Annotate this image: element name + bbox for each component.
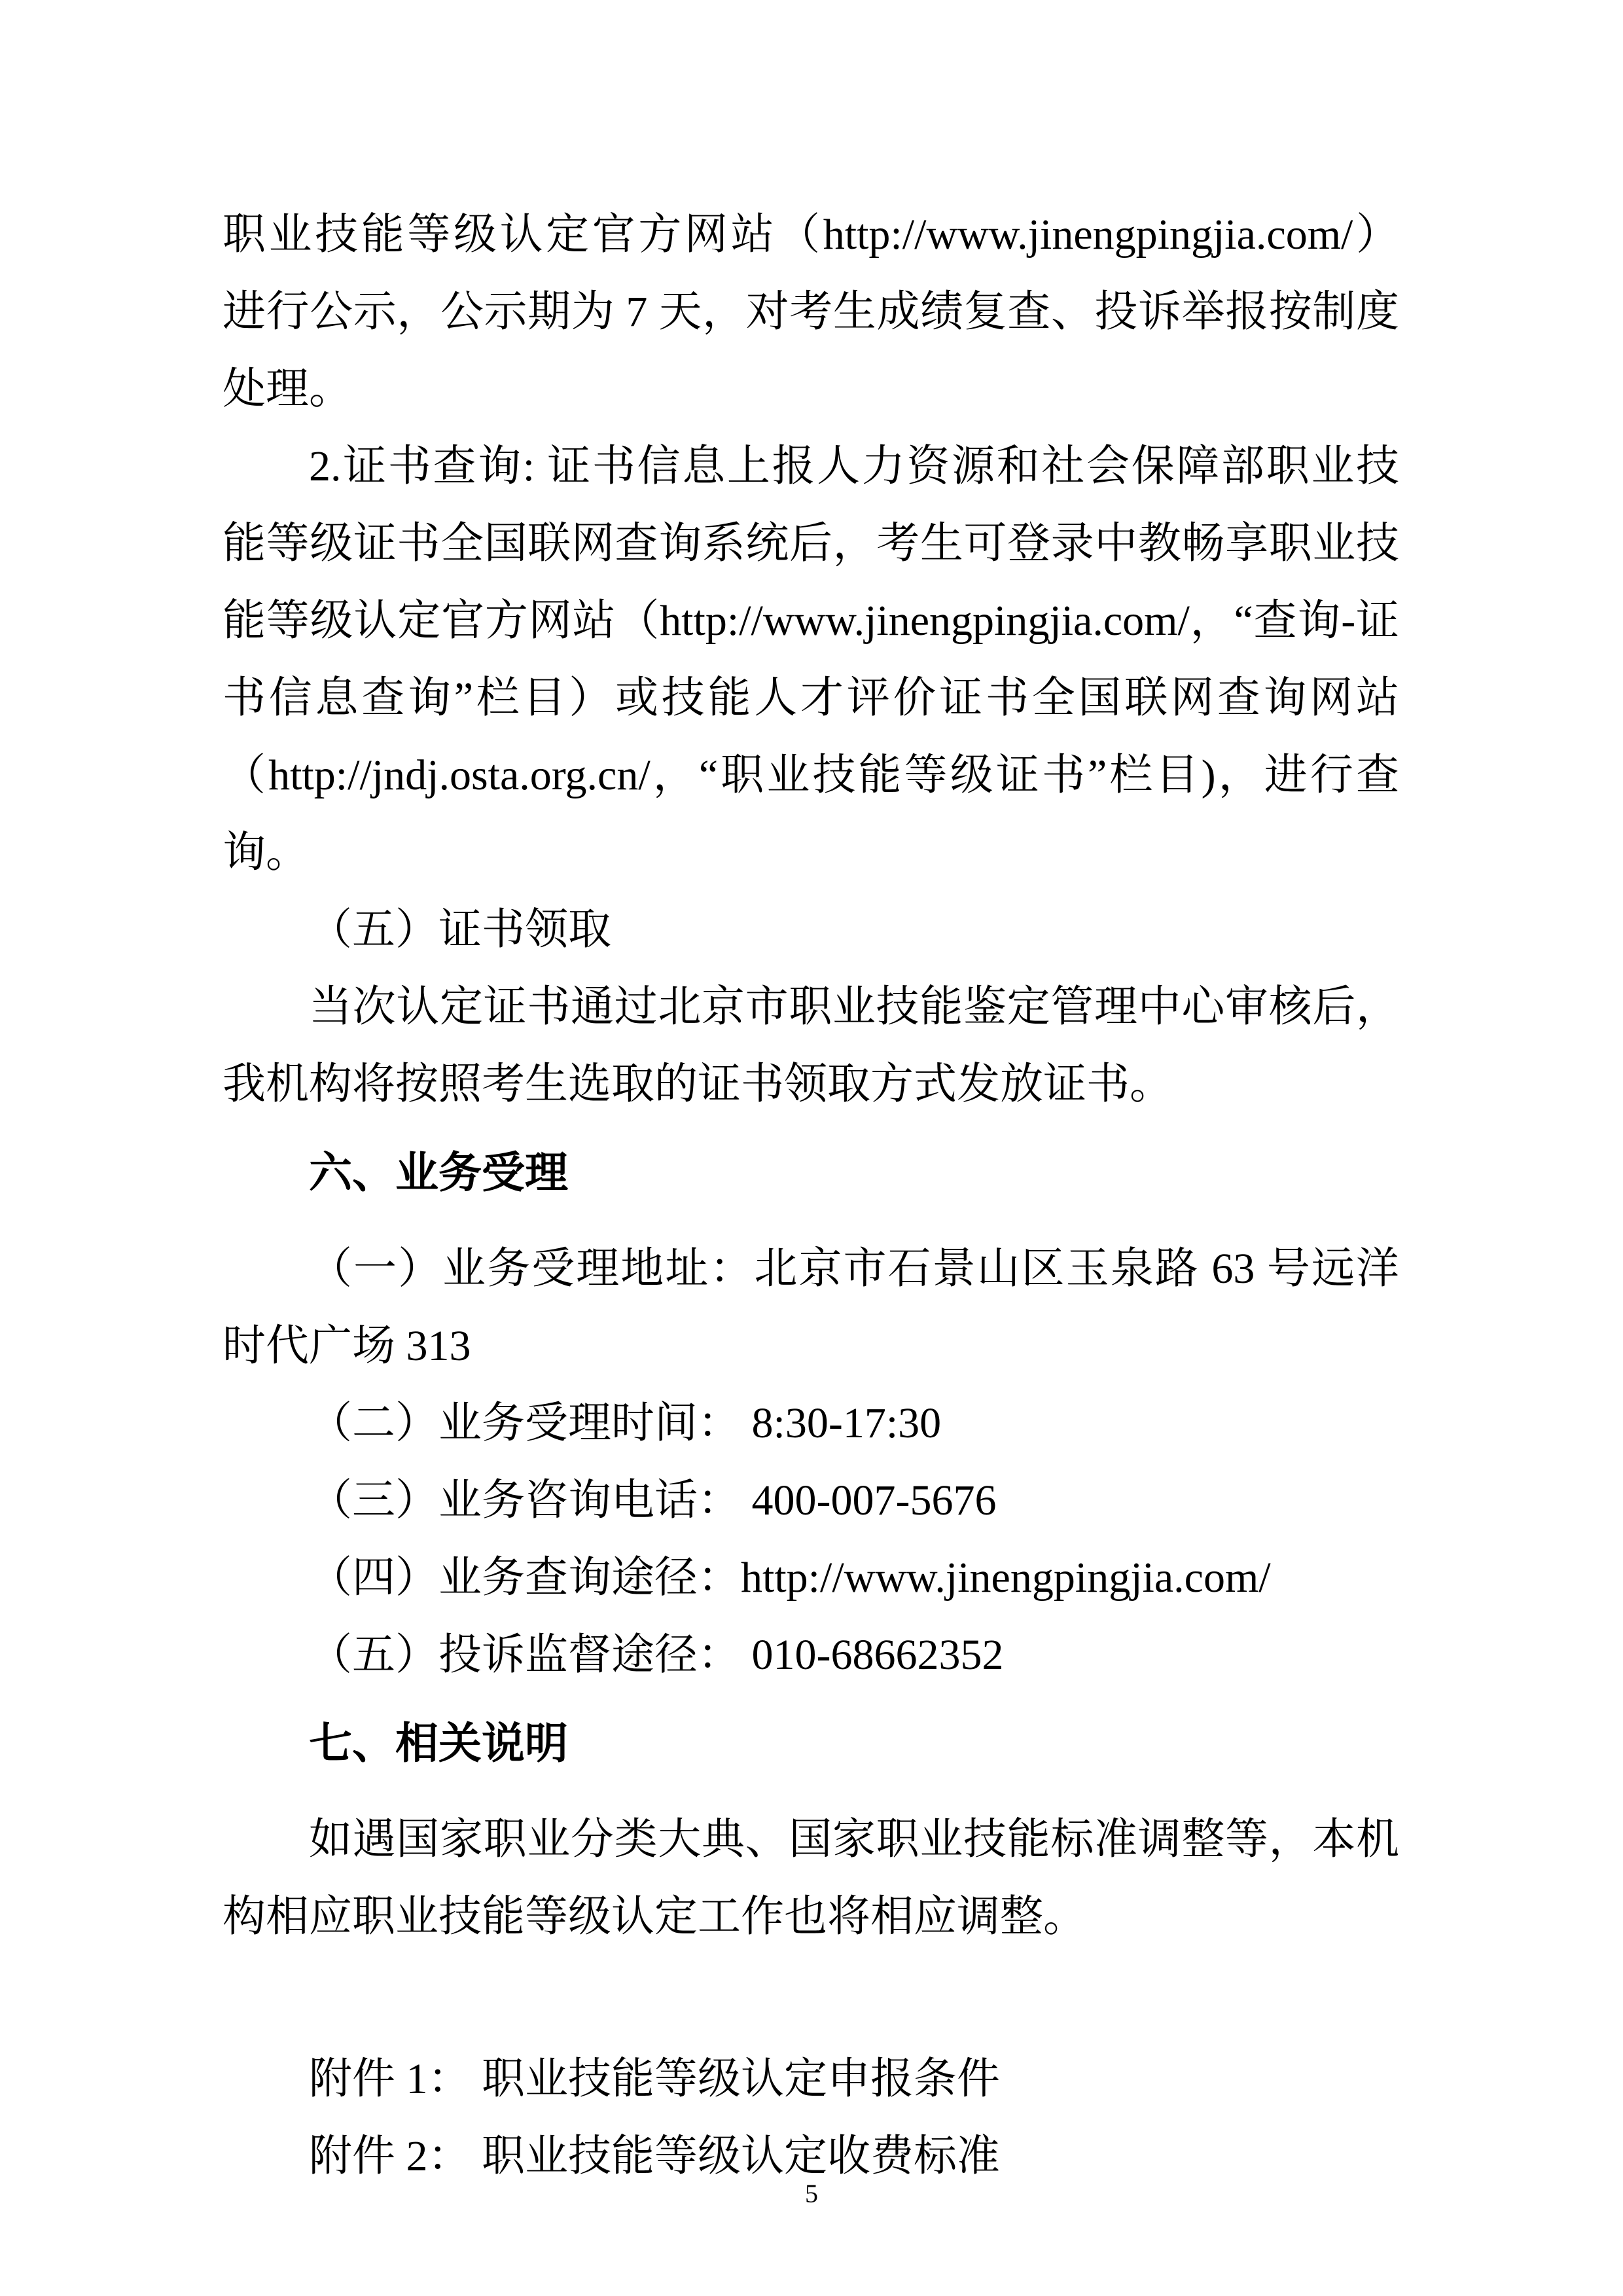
paragraph-certificate-query: 2.证书查询: 证书信息上报人力资源和社会保障部职业技能等级证书全国联网查询系统后，考生可登录中教畅享职业技能等级认定官方网站（http://www.jinengpingjia.com/，“查询-证书信息查询”栏目）或技能人才评价证书全国联网查询网站（http://jndj.osta.org.cn/，“职业技能等级证书”栏目)，进行查询。 <box>223 442 1399 876</box>
item-business-hours: （二）业务受理时间： 8:30-17:30 <box>309 1399 942 1447</box>
blank-line <box>223 1956 1399 2041</box>
paragraph-certificate-issuance: 当次认定证书通过北京市职业技能鉴定管理中心审核后，我机构将按照考生选取的证书领取方式发放证书。 <box>223 983 1399 1108</box>
heading-remarks: 七、相关说明 <box>309 1719 568 1767</box>
item-complaint-channel: （五）投诉监督途径： 010-68662352 <box>309 1631 1004 1679</box>
document-body <box>223 196 1399 2195</box>
subsection-certificate-collection: （五）证书领取 <box>309 906 611 954</box>
paragraph-certificate-publicity: 职业技能等级认定官方网站（http://www.jinengpingjia.com/）进行公示，公示期为 7 天，对考生成绩复查、投诉举报按制度处理。 <box>223 211 1399 413</box>
item-consulting-phone: （三）业务咨询电话： 400-007-5676 <box>309 1477 997 1524</box>
paragraph-adjustment-note: 如遇国家职业分类大典、国家职业技能标准调整等，本机构相应职业技能等级认定工作也将相应调整。 <box>223 1816 1399 1941</box>
page-number: 5 <box>805 2179 818 2208</box>
item-business-address: （一）业务受理地址：北京市石景山区玉泉路 63 号远洋时代广场 313 <box>223 1245 1399 1370</box>
item-query-channel: （四）业务查询途径：http://www.jinengpingjia.com/ <box>309 1554 1271 1602</box>
attachment-2: 附件 2： 职业技能等级认定收费标准 <box>309 2132 1000 2180</box>
heading-business-acceptance: 六、业务受理 <box>309 1148 568 1196</box>
attachment-1: 附件 1： 职业技能等级认定申报条件 <box>309 2055 1000 2103</box>
